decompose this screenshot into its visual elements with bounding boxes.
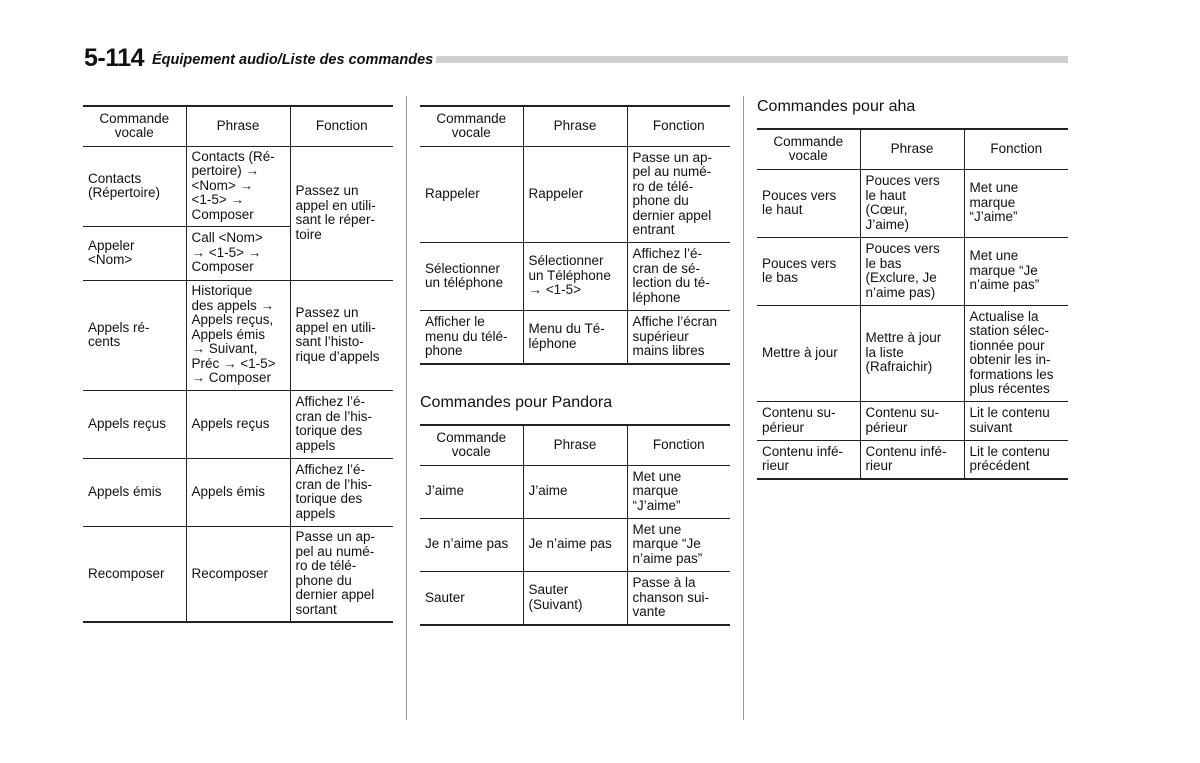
column-header-phrase: Phrase <box>860 129 964 169</box>
column-header-command: Commande vocale <box>83 106 186 146</box>
table-row <box>83 280 393 390</box>
function-cell: Passe un ap- pel au numé- ro de télé- phone du dernier appel sortant <box>290 526 393 622</box>
command-cell: Mettre à jour <box>757 305 860 401</box>
table-row <box>83 390 393 458</box>
table-row <box>757 169 1068 237</box>
table-row <box>757 237 1068 305</box>
function-cell: Actualise la station sélec- tionnée pour obtenir les in- formations les plus récentes <box>964 305 1068 401</box>
command-cell: Appels émis <box>83 458 186 526</box>
command-cell: Rappeler <box>420 146 523 242</box>
table-row <box>83 526 393 622</box>
phrase-cell: Rappeler <box>523 146 627 242</box>
column-divider <box>743 96 744 720</box>
command-cell: Afficher le menu du télé- phone <box>420 310 523 364</box>
function-cell: Affiche l’écran supérieur mains libres <box>627 310 730 364</box>
column-header-function: Fonction <box>627 106 730 146</box>
function-cell: Passe un ap- pel au numé- ro de télé- phone du dernier appel entrant <box>627 146 730 242</box>
phrase-cell: Call <Nom> → <1-5> → Composer <box>186 226 290 280</box>
function-cell: Met une marque “J’aime” <box>964 169 1068 237</box>
table-row <box>420 465 730 518</box>
function-cell: Passez un appel en utili- sant le réper- toire <box>290 146 393 280</box>
page-header <box>84 44 1068 74</box>
column-header-command: Commande vocale <box>420 425 523 465</box>
table-header-row <box>420 106 730 146</box>
phrase-cell: Sélectionner un Téléphone → <1-5> <box>523 242 627 310</box>
command-cell: J’aime <box>420 465 523 518</box>
table-header-row <box>420 425 730 465</box>
column-divider <box>406 96 407 720</box>
function-cell: Affichez l’é- cran de l’his- torique des appels <box>290 458 393 526</box>
column-header-command: Commande vocale <box>757 129 860 169</box>
phrase-cell: Appels reçus <box>186 390 290 458</box>
phrase-cell: Je n’aime pas <box>523 518 627 571</box>
phrase-cell: Appels émis <box>186 458 290 526</box>
phrase-cell: Recomposer <box>186 526 290 622</box>
table-row <box>420 571 730 625</box>
table-row <box>420 146 730 242</box>
function-cell: Met une marque “Je n’aime pas” <box>627 518 730 571</box>
phrase-cell: Pouces vers le bas (Exclure, Je n’aime pas) <box>860 237 964 305</box>
phrase-cell: Pouces vers le haut (Cœur, J’aime) <box>860 169 964 237</box>
aha-section-title: Commandes pour aha <box>757 98 916 115</box>
column-header-function: Fonction <box>964 129 1068 169</box>
table-row <box>757 305 1068 401</box>
function-cell: Met une marque “J’aime” <box>627 465 730 518</box>
command-cell: Recomposer <box>83 526 186 622</box>
aha-commands-table <box>757 128 1068 480</box>
table-row <box>83 146 393 226</box>
function-cell: Lit le contenu précédent <box>964 440 1068 479</box>
column-header-function: Fonction <box>290 106 393 146</box>
column-header-function: Fonction <box>627 425 730 465</box>
command-cell: Sélectionner un téléphone <box>420 242 523 310</box>
table-row <box>420 518 730 571</box>
pandora-section-title: Commandes pour Pandora <box>420 394 613 411</box>
table-row <box>757 401 1068 440</box>
command-cell: Contenu su- périeur <box>757 401 860 440</box>
phrase-cell: Historique des appels → Appels reçus, Appels émis → Suivant, Préc → <1-5> → Composer <box>186 280 290 390</box>
table-row <box>757 440 1068 479</box>
pandora-commands-table <box>420 424 730 626</box>
command-cell: Appels ré- cents <box>83 280 186 390</box>
phrase-cell: J’aime <box>523 465 627 518</box>
command-cell: Appeler <Nom> <box>83 226 186 280</box>
phrase-cell: Mettre à jour la liste (Rafraichir) <box>860 305 964 401</box>
page-number: 5-114 <box>84 44 145 72</box>
table-row <box>83 458 393 526</box>
function-cell: Passez un appel en utili- sant l’histo- rique d’appels <box>290 280 393 390</box>
function-cell: Met une marque “Je n’aime pas” <box>964 237 1068 305</box>
command-cell: Appels reçus <box>83 390 186 458</box>
table-header-row <box>83 106 393 146</box>
function-cell: Lit le contenu suivant <box>964 401 1068 440</box>
command-cell: Pouces vers le bas <box>757 237 860 305</box>
column-header-phrase: Phrase <box>186 106 290 146</box>
page-title: Équipement audio/Liste des commandes <box>152 52 434 68</box>
table-header-row <box>757 129 1068 169</box>
column-header-command: Commande vocale <box>420 106 523 146</box>
command-cell: Sauter <box>420 571 523 625</box>
phrase-cell: Contenu su- périeur <box>860 401 964 440</box>
phrase-cell: Contenu infé- rieur <box>860 440 964 479</box>
command-cell: Contenu infé- rieur <box>757 440 860 479</box>
phrase-cell: Contacts (Ré- pertoire) → <Nom> → <1-5> → Composer <box>186 146 290 226</box>
phone-commands-table-cont <box>420 105 730 365</box>
phrase-cell: Sauter (Suivant) <box>523 571 627 625</box>
column-header-phrase: Phrase <box>523 425 627 465</box>
command-cell: Pouces vers le haut <box>757 169 860 237</box>
function-cell: Affichez l’é- cran de l’his- torique des appels <box>290 390 393 458</box>
table-row <box>420 242 730 310</box>
header-rule <box>436 56 1068 63</box>
column-header-phrase: Phrase <box>523 106 627 146</box>
table-row <box>420 310 730 364</box>
function-cell: Passe à la chanson sui- vante <box>627 571 730 625</box>
phone-commands-table <box>83 105 393 623</box>
phrase-cell: Menu du Té- léphone <box>523 310 627 364</box>
command-cell: Contacts (Répertoire) <box>83 146 186 226</box>
function-cell: Affichez l’é- cran de sé- lection du té- léphone <box>627 242 730 310</box>
command-cell: Je n’aime pas <box>420 518 523 571</box>
